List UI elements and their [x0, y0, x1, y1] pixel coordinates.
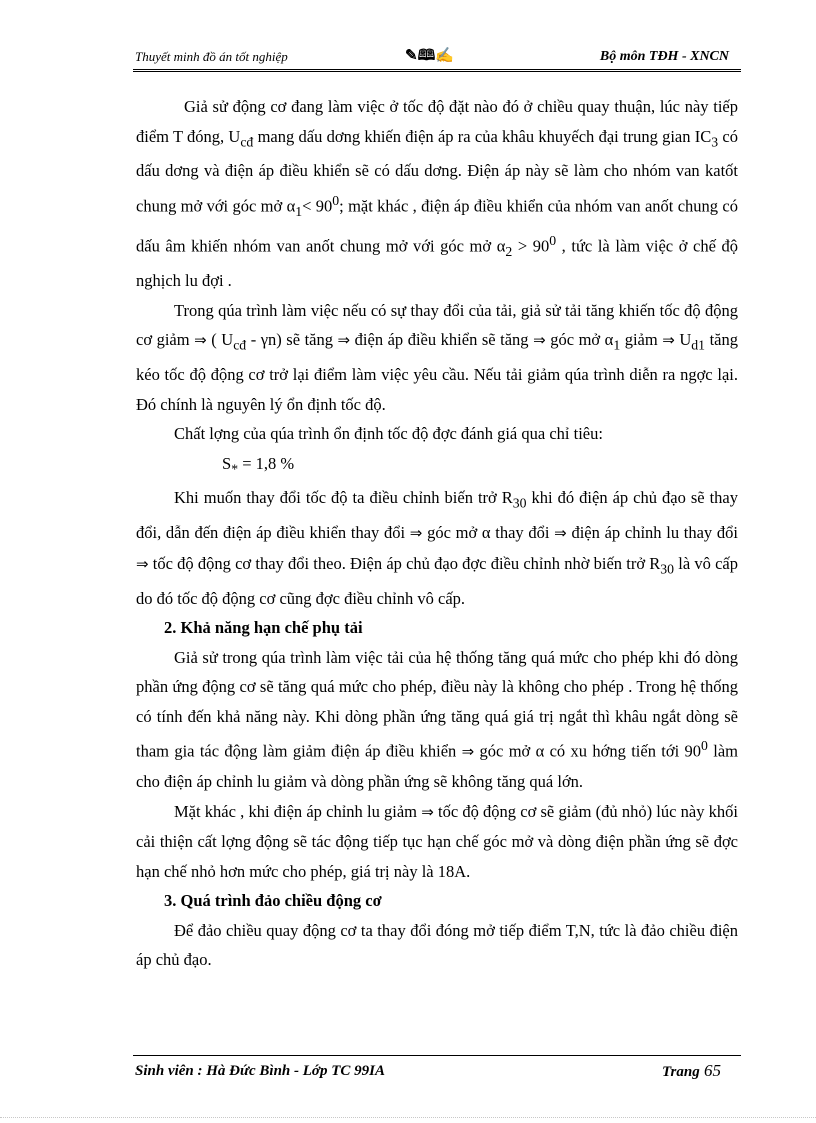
page-footer — [133, 1055, 741, 1089]
section-heading-2: 2. Khả năng hạn chế phụ tải — [164, 618, 363, 638]
implies-arrow-icon: ⇒ — [337, 331, 351, 350]
paragraph-1: Giả sử động cơ đang làm việc ở tốc độ đặt nào đó ở chiều quay thuận, lúc này tiếp điểm T đóng, $U_{cđ}$ mang dấu dơng khiến điện áp ra của khâu khuyếch đại trung gian $IC_3$ có dấu dơng và điện áp điều khiển sẽ có dấu dơng. Điện áp này sẽ làm cho nhóm van katốt chung mở với góc mở $\alpha_1< 90^0$; mặt khác , điện áp điều khiển của nhóm van anốt chung có dấu âm khiến nhóm van anốt chung mở với góc mở $\alpha_2 > 90^0$ , tức là làm việc ở chế độ nghịch lu đợi . — [136, 97, 738, 291]
page-number: Trang 65 — [661, 1061, 721, 1080]
implies-arrow-icon: ⇒ — [136, 554, 149, 573]
implies-arrow-icon: ⇒ — [554, 524, 567, 543]
page-edge — [0, 1117, 816, 1118]
paragraph-6: Mặt khác , khi điện áp chỉnh lu giảm ⇒ tốc độ động cơ sẽ giảm (đủ nhỏ) lúc này khối cải thiện cất lợng động sẽ tác động tiếp tục hạn chế góc mở và dòng điện phần ứng sẽ đợc hạn chế nhỏ hơn mức cho phép, giá trị này là 18A. — [136, 801, 739, 881]
paragraph-2: Trong qúa trình làm việc nếu có sự thay đổi của tải, giả sử tải tăng khiến tốc độ động cơ giảm ⇒ ( $U_{cđ} - \gamma n$) sẽ tăng ⇒ điện áp điều khiển sẽ tăng ⇒ góc mở $\alpha_1$ giảm ⇒ $U_{d1}$ tăng kéo tốc độ động cơ trở lại điểm làm việc yêu cầu. Nếu tải giảm qúa trình diễn ra ngợc lại. Đó chính là nguyên lý ổn định tốc độ. — [136, 300, 738, 414]
header-ornament: ✎🕮✍ — [405, 48, 454, 64]
paragraph-7: Để đảo chiều quay động cơ ta thay đổi đóng mở tiếp điểm T,N, tức là đảo chiều điện áp chủ đạo. — [136, 920, 738, 970]
implies-arrow-icon: ⇒ — [409, 524, 423, 543]
paragraph-3: Chất lợng của qúa trình ổn định tốc độ đợc đánh giá qua chỉ tiêu: — [174, 424, 603, 444]
stability-formula: $S_* = 1,8$ % — [222, 453, 295, 476]
implies-arrow-icon: ⇒ — [194, 331, 207, 350]
implies-arrow-icon: ⇒ — [533, 331, 546, 350]
header-department: Bộ môn TĐH - XNCN — [599, 49, 729, 64]
footer-divider — [133, 1055, 741, 1056]
implies-arrow-icon: ⇒ — [662, 331, 675, 350]
header-title: Thuyết minh đồ án tốt nghiệp — [135, 49, 288, 64]
implies-arrow-icon: ⇒ — [421, 802, 434, 821]
implies-arrow-icon: ⇒ — [461, 742, 475, 761]
section-heading-3: 3. Quá trình đảo chiều động cơ — [164, 891, 382, 911]
footer-student-info: Sinh viên : Hà Đức Bình - Lớp TC 99IA — [135, 1063, 385, 1079]
page-header — [133, 44, 741, 72]
header-divider — [133, 69, 741, 72]
paragraph-5: Giả sử trong qúa trình làm việc tải của hệ thống tăng quá mức cho phép khi đó dòng phần ứng động cơ sẽ tăng quá mức cho phép, điều này là không cho phép . Trong hệ thống có tính đến khả năng này. Khi dòng phần ứng tăng quá giá trị ngắt thì khâu ngắt dòng sẽ tham gia tác động làm giảm điện áp điều khiển ⇒ góc mở α có xu hớng tiến tới $90^0$ làm cho điện áp chỉnh lu giảm và dòng phần ứng sẽ không tăng quá lớn. — [136, 647, 738, 792]
paragraph-4: Khi muốn thay đổi tốc độ ta điều chỉnh biến trở $R_{30}$ khi đó điện áp chủ đạo sẽ thay đổi, dẫn đến điện áp điều khiển thay đổi ⇒ góc mở α thay đổi ⇒ điện áp chỉnh lu thay đổi ⇒ tốc độ động cơ thay đổi theo. Điện áp chủ đạo đợc điều chỉnh nhờ biến trở $R_{30}$ là vô cấp do đó tốc độ động cơ cũng đợc điều chỉnh vô cấp. — [136, 488, 738, 608]
document-body — [136, 92, 738, 975]
